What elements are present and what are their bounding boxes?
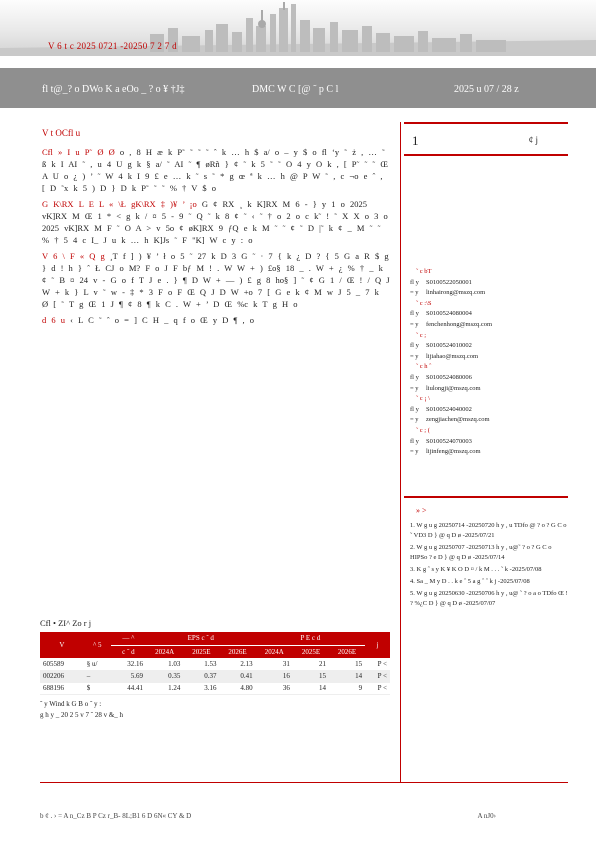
stock-forecast-table: [40, 632, 390, 695]
report-info-bar: [0, 68, 596, 108]
cell-rating: P <: [365, 670, 390, 682]
footer-disclaimer: b ¢ . › = A n_Cz B P Cz r_B- 8L;B1 6 D 6N« CY & D: [40, 812, 192, 820]
header-price: — ^: [111, 632, 146, 645]
footer-page-note: A nJ0›: [477, 812, 496, 820]
header-cityscape-image: [0, 0, 596, 56]
related-report-link[interactable]: 2. W g u g 20250707 -20250713 h y , u@˜ ? o ? G C o HIPSo ? e D } @ q D ø -2025/07/14: [410, 544, 552, 561]
cell-eps: 3.16: [183, 682, 219, 694]
analyst-email-link[interactable]: liulongji@mszq.com: [426, 384, 481, 392]
email-label: = y: [410, 289, 419, 297]
header-price-unit: c ˜ d: [111, 645, 146, 658]
email-label: = y: [410, 448, 419, 456]
analyst-entry: [404, 331, 568, 363]
header-name: ^ 5: [84, 632, 111, 658]
table-title: Cfl • ZI^ Zo r j: [40, 618, 92, 628]
header-rating: j: [365, 632, 390, 658]
related-report-link[interactable]: 4. Sa _ M y D . . k e ˆ 5 a g ˆ ˆ k j -2025/07/08: [410, 578, 530, 585]
cell-rating: P <: [365, 682, 390, 694]
cert-number: S0100522050001: [426, 278, 472, 286]
cell-pe: 36: [256, 682, 293, 694]
cert-number: S0100524080004: [426, 310, 472, 318]
header-pe: P E c d: [256, 632, 366, 645]
cell-pe: 31: [256, 658, 293, 670]
cell-name: $: [84, 682, 111, 694]
cell-code: 688196: [40, 682, 84, 694]
analyst-email-link[interactable]: lijinfeng@mszq.com: [426, 448, 481, 456]
analyst-email-link[interactable]: linhairong@mszq.com: [426, 289, 486, 297]
analyst-name: ˜ c ¡ \: [416, 395, 430, 403]
analyst-list: [404, 267, 568, 458]
analyst-email-link[interactable]: zengjiachen@mszq.com: [426, 416, 490, 424]
stock-forecast-table-block: [40, 618, 390, 721]
rating-label: ¢ j: [528, 135, 538, 145]
header-year: 2026E: [219, 645, 255, 658]
section-title: V t OCfl u: [42, 128, 81, 138]
analyst-entry: [404, 394, 568, 426]
cert-label: fl y: [410, 310, 419, 318]
email-label: = y: [410, 384, 419, 392]
main-content: [42, 128, 390, 330]
paragraph-lead: V 6 \ F « Q g: [42, 251, 105, 261]
cell-pe: 9: [329, 682, 365, 694]
header-year: 2026E: [329, 645, 365, 658]
analyst-name: ˜ c ;: [416, 331, 427, 339]
paragraph-text: G ¢ RX ¸ k K]RX M 6 - } y 1 o 2025 vK]RX M Œ 1 * < g k / ¤ 5 - 9 ˜ Q ˜ k 8 ¢ ˜ ‹ ˜ † o 2 o c k˜ ! ˜ X X o 3 o 2025 vK]RX M F ˜ O A > v 5o ¢ øK]RX 9 ƒQ e k M ˜ ˜ ¢ ˜ D |˜ k ¢ _ M ˜ ˜ % † 5 4 c I_ J u k … h K]Js ˜ F "K] W c y : o: [42, 199, 388, 245]
email-label: = y: [410, 320, 419, 328]
header-year: 2024A: [256, 645, 293, 658]
cell-price: 5.69: [111, 670, 146, 682]
email-label: = y: [410, 416, 419, 424]
report-title: V 6 t c 2025 0721 -20250 7 2 7 d: [48, 41, 177, 51]
cert-number: S0100524010002: [426, 342, 472, 350]
cert-label: fl y: [410, 278, 419, 286]
paragraph-text: o , 8 H æ k P˜ ˜ ˜ ˜ ˆ k … h $ a/ o – y $ o fl ‘y ˜ ż , … ˜ ß k I AI ˜ , u 4 U g k § a/ ˜ AI ˜ ¶ øRñ } ¢ ˜ k 5 ˜ ˜ O 4 y O k , [ P˜ ˜ ˜ Œ A U o ¿ ) ’ ˜ W 4 k I 9 £ e … k ˜ s ˜ * g œ ª k … h @ P W ˜ , c ¬o e ˆ , [ D ˜x k 5 ) D } D k P˜ ˜ ˜ % † V $ o: [42, 147, 388, 193]
paragraph-lead: d 6 u: [42, 315, 65, 325]
cell-code: 002206: [40, 670, 84, 682]
related-report-link[interactable]: 3. K g ˆ s y K ¥ K O D ¤ / k M . . . ˜ k -2025/07/08: [410, 566, 542, 573]
cert-number: S0100524040002: [426, 405, 472, 413]
report-type-label: fl t@_? o DWo K a eOo _ ? o ¥ †J‡: [42, 84, 185, 95]
related-report-link[interactable]: 5. W g u g 20250630 -20250706 h y , u@ ˜ ? o a o TDfo Œ ! ? %¿C D } @ q D ø -2025/07/07: [410, 590, 568, 607]
cell-price: 32.16: [111, 658, 146, 670]
paragraph-text: ¸T f ] ) ¥ ’ ł o 5 ˜ 27 k D 3 G ˜ · 7 { k ¿ D ? { 5 G a R $ g } d ! h } ˆ Ł CJ o M? F o J F bƒ M ! . W W + ) £o§ 18 _ . W + ¿ % † _ k ¢ ˜ B ¤ 24 v - G o f T J e . } ¶ D W + — ) £ g 8 ho§ ] ˜ ¢ G 1 / Œ ! / Q J W + k } L v ˜ w - ‡ * 3 F o F Œ Q J D W +o 7 [ G e k ¢ M w J 5 _ 7 k Ø [ ˜ T g Œ 1 J ¶ ¢ 8 ¶ k C . W + ’ D Œ %c k T g H o: [42, 251, 390, 309]
analyst-name: ˜ c bT: [416, 268, 432, 275]
table-row: [40, 658, 390, 670]
cell-pe: 15: [329, 658, 365, 670]
analyst-name: ˜ c h ˆ: [416, 363, 432, 371]
analyst-name: ˜ c :\S: [416, 299, 432, 307]
paragraph-lead: Cfl » I u P˜ Ø Ø: [42, 147, 115, 157]
page-footer: [40, 812, 568, 820]
report-category-label: DMC W C [@ ˜ p C l: [252, 84, 339, 95]
footer-divider: [40, 782, 568, 783]
cell-pe: 21: [293, 658, 329, 670]
cell-code: 605589: [40, 658, 84, 670]
cell-pe: 16: [256, 670, 293, 682]
header-year: 2025E: [183, 645, 219, 658]
table-source-note: ˜ y Wind k G B o ˜ y :: [40, 699, 102, 708]
cell-price: 44.41: [111, 682, 146, 694]
cert-number: S0100524070003: [426, 437, 472, 445]
cell-rating: P <: [365, 658, 390, 670]
rating-box: [404, 122, 568, 156]
related-report-link[interactable]: 1. W g u g 20250714 -20250720 h y , u TDfo @ ? o ? G C o ˜ VD3 D } @ q D ø -2025/07/21: [410, 522, 567, 539]
cell-pe: 14: [329, 670, 365, 682]
cert-number: S0100524080006: [426, 373, 472, 381]
table-date-note: g h y _ 20 2 5 v 7 ˜ 28 v &_ h: [40, 710, 124, 719]
email-label: = y: [410, 352, 419, 360]
header-year: 2024A: [146, 645, 183, 658]
cert-label: fl y: [410, 437, 419, 445]
report-date: 2025 u 07 / 28 z: [454, 84, 519, 95]
table-row: [40, 670, 390, 682]
cert-label: fl y: [410, 373, 419, 381]
analyst-entry: [404, 299, 568, 331]
related-reports-title: » >: [416, 506, 427, 515]
analyst-email-link[interactable]: lijiahao@mszq.com: [426, 352, 479, 360]
analyst-entry: [404, 362, 568, 394]
analyst-email-link[interactable]: fenchenhong@mszq.com: [426, 320, 493, 328]
cell-eps: 0.37: [183, 670, 219, 682]
analyst-entry: [404, 267, 568, 299]
cell-name: § u/: [84, 658, 111, 670]
paragraph-lead: G K\RX L E L « \Ł gK\RX ‡ )¥ ’ ¡o: [42, 199, 197, 209]
cell-eps: 4.80: [219, 682, 255, 694]
cell-pe: 14: [293, 682, 329, 694]
related-reports: [404, 496, 568, 611]
header-year: 2025E: [293, 645, 329, 658]
cell-eps: 0.41: [219, 670, 255, 682]
paragraph-text: ‹ L C ˜ ˆ o = ] C H _ q f o Œ y D ¶ , o: [70, 315, 254, 325]
sidebar-header: [404, 122, 568, 156]
cell-name: –: [84, 670, 111, 682]
header-code: V: [40, 632, 84, 658]
cell-eps: 1.53: [183, 658, 219, 670]
paragraph: [42, 198, 390, 246]
cell-eps: 1.24: [146, 682, 183, 694]
cell-eps: 1.03: [146, 658, 183, 670]
analyst-entry: [404, 426, 568, 458]
table-row: [40, 682, 390, 694]
rating-heading: 1: [412, 133, 419, 148]
header-eps: EPS c ˜ d: [146, 632, 256, 645]
cell-eps: 0.35: [146, 670, 183, 682]
paragraph: [42, 250, 390, 310]
cert-label: fl y: [410, 405, 419, 413]
column-divider: [400, 122, 401, 782]
analyst-name: ˜ c ; (: [416, 426, 430, 434]
cert-label: fl y: [410, 342, 419, 350]
cell-eps: 2.13: [219, 658, 255, 670]
paragraph: [42, 146, 390, 194]
paragraph: [42, 314, 390, 326]
cell-pe: 15: [293, 670, 329, 682]
